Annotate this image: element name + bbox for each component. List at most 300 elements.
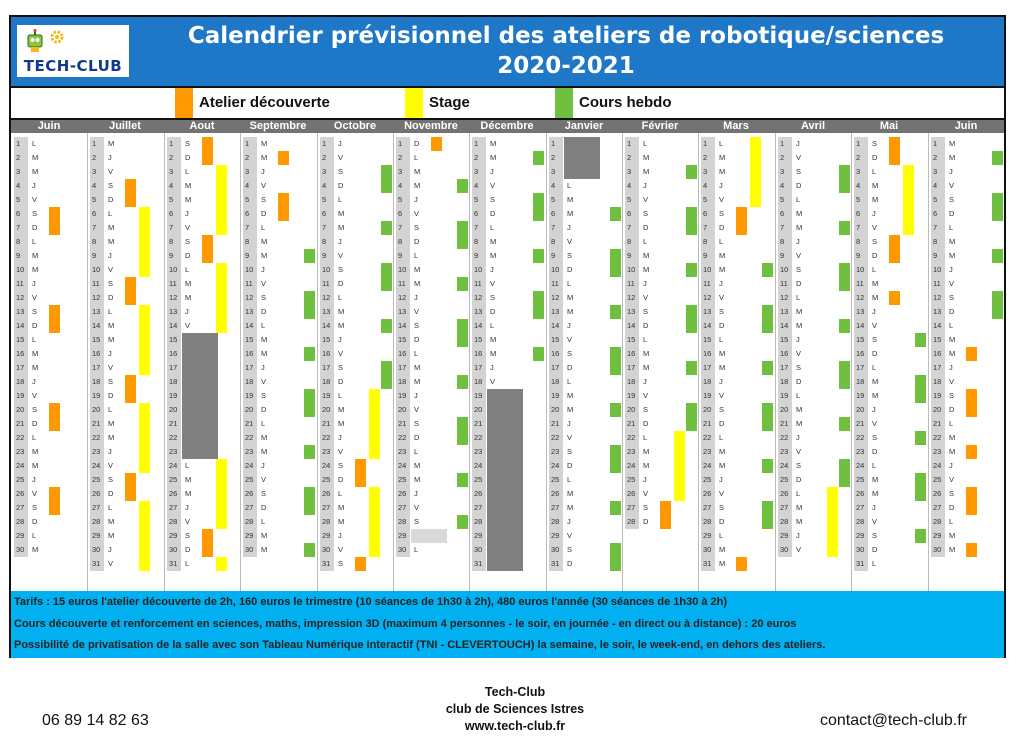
activity-mark-yellow xyxy=(139,501,150,515)
activity-mark-green xyxy=(915,375,926,389)
activity-mark-green xyxy=(457,515,468,529)
day-letter: L xyxy=(338,391,343,400)
day-letter: M xyxy=(490,349,497,358)
day-number: 17 xyxy=(472,361,486,375)
activity-mark-green xyxy=(992,291,1003,305)
activity-mark-yellow xyxy=(750,179,761,193)
day-number: 20 xyxy=(90,403,104,417)
day-letter: M xyxy=(338,307,345,316)
day-letter: S xyxy=(719,307,725,316)
day-letter: M xyxy=(108,139,115,148)
day-number: 23 xyxy=(472,445,486,459)
day-number: 20 xyxy=(472,403,486,417)
day-number: 6 xyxy=(854,207,868,221)
activity-mark-yellow xyxy=(827,515,838,529)
day-number: 7 xyxy=(243,221,257,235)
day-letter: S xyxy=(338,167,344,176)
day-letter: V xyxy=(719,293,725,302)
day-letter: L xyxy=(796,195,801,204)
day-number: 18 xyxy=(167,375,181,389)
day-number: 2 xyxy=(90,151,104,165)
day-letter: J xyxy=(32,279,36,288)
footer-website[interactable]: www.tech-club.fr xyxy=(464,719,566,733)
month-label: Octobre xyxy=(333,120,377,132)
day-letter: M xyxy=(261,447,268,456)
day-number: 21 xyxy=(243,417,257,431)
day-letter: S xyxy=(872,433,878,442)
day-letter: J xyxy=(643,377,647,386)
day-number: 14 xyxy=(931,319,945,333)
day-number: 13 xyxy=(931,305,945,319)
day-letter: L xyxy=(108,209,113,218)
activity-mark-green xyxy=(915,431,926,445)
day-number: 23 xyxy=(701,445,715,459)
day-number: 21 xyxy=(625,417,639,431)
day-number: 2 xyxy=(625,151,639,165)
day-number: 9 xyxy=(320,249,334,263)
activity-mark-green xyxy=(839,263,850,277)
day-number: 18 xyxy=(931,375,945,389)
day-letter: V xyxy=(872,517,878,526)
day-number: 13 xyxy=(396,305,410,319)
day-number: 22 xyxy=(243,431,257,445)
day-number: 28 xyxy=(625,515,639,529)
day-letter: S xyxy=(949,293,955,302)
day-letter: L xyxy=(490,223,495,232)
activity-mark-yellow xyxy=(139,361,150,375)
day-letter: J xyxy=(949,167,953,176)
day-letter: V xyxy=(32,391,38,400)
activity-mark-orange xyxy=(49,207,60,221)
activity-mark-orange xyxy=(355,557,366,571)
day-letter: L xyxy=(185,265,190,274)
day-number: 14 xyxy=(778,319,792,333)
day-number: 5 xyxy=(625,193,639,207)
activity-mark-green xyxy=(457,417,468,431)
activity-mark-yellow xyxy=(903,165,914,179)
day-letter: M xyxy=(719,447,726,456)
day-letter: M xyxy=(261,139,268,148)
day-letter: V xyxy=(567,531,573,540)
activity-mark-green xyxy=(839,165,850,179)
day-letter: D xyxy=(185,153,191,162)
day-letter: M xyxy=(32,167,39,176)
day-letter: M xyxy=(108,237,115,246)
day-number: 15 xyxy=(167,333,181,347)
day-number: 10 xyxy=(396,263,410,277)
activity-mark-orange xyxy=(966,501,977,515)
day-number: 25 xyxy=(778,473,792,487)
activity-mark-yellow xyxy=(216,207,227,221)
activity-mark-yellow xyxy=(139,403,150,417)
activity-mark-closed xyxy=(182,445,218,459)
day-letter: M xyxy=(338,405,345,414)
day-number: 15 xyxy=(243,333,257,347)
day-number: 18 xyxy=(549,375,563,389)
day-letter: S xyxy=(185,237,191,246)
day-letter: J xyxy=(108,349,112,358)
day-letter: D xyxy=(872,349,878,358)
activity-mark-light xyxy=(411,529,447,543)
activity-mark-orange xyxy=(278,207,289,221)
day-number: 4 xyxy=(701,179,715,193)
day-letter: M xyxy=(414,181,421,190)
day-number: 26 xyxy=(472,487,486,501)
footer-email[interactable]: contact@tech-club.fr xyxy=(820,712,967,729)
day-letter: L xyxy=(414,447,419,456)
activity-mark-orange xyxy=(966,403,977,417)
day-number: 27 xyxy=(854,501,868,515)
day-number: 20 xyxy=(854,403,868,417)
month-label: Juillet xyxy=(109,120,141,132)
month-separator xyxy=(87,133,88,591)
activity-mark-closed xyxy=(182,347,218,361)
day-number: 8 xyxy=(14,235,28,249)
day-number: 5 xyxy=(14,193,28,207)
day-letter: V xyxy=(338,153,344,162)
day-letter: V xyxy=(872,223,878,232)
day-number: 15 xyxy=(701,333,715,347)
day-letter: M xyxy=(643,461,650,470)
activity-mark-green xyxy=(992,305,1003,319)
month-separator xyxy=(393,133,394,591)
day-number: 13 xyxy=(14,305,28,319)
day-number: 22 xyxy=(472,431,486,445)
activity-mark-green xyxy=(381,165,392,179)
day-letter: V xyxy=(872,419,878,428)
day-letter: J xyxy=(719,279,723,288)
day-number: 28 xyxy=(396,515,410,529)
month-separator xyxy=(851,133,852,591)
day-number: 11 xyxy=(396,277,410,291)
day-letter: M xyxy=(567,195,574,204)
day-letter: L xyxy=(338,489,343,498)
day-letter: M xyxy=(414,377,421,386)
activity-mark-green xyxy=(915,473,926,487)
activity-mark-yellow xyxy=(827,543,838,557)
day-number: 5 xyxy=(167,193,181,207)
day-number: 18 xyxy=(90,375,104,389)
activity-mark-green xyxy=(381,277,392,291)
day-letter: M xyxy=(796,223,803,232)
day-number: 22 xyxy=(778,431,792,445)
day-letter: M xyxy=(872,391,879,400)
day-number: 18 xyxy=(625,375,639,389)
activity-mark-yellow xyxy=(139,249,150,263)
day-number: 26 xyxy=(854,487,868,501)
title-line-1: Calendrier prévisionnel des ateliers de robotique/sciences xyxy=(187,23,945,49)
day-number: 17 xyxy=(243,361,257,375)
day-number: 2 xyxy=(549,151,563,165)
day-number: 25 xyxy=(549,473,563,487)
day-number: 10 xyxy=(320,263,334,277)
day-letter: V xyxy=(414,503,420,512)
day-number: 25 xyxy=(167,473,181,487)
day-number: 26 xyxy=(931,487,945,501)
day-letter: L xyxy=(796,391,801,400)
day-number: 9 xyxy=(14,249,28,263)
day-letter: D xyxy=(338,377,344,386)
activity-mark-green xyxy=(610,249,621,263)
activity-mark-orange xyxy=(278,193,289,207)
activity-mark-yellow xyxy=(216,165,227,179)
day-number: 15 xyxy=(778,333,792,347)
day-letter: L xyxy=(108,405,113,414)
day-number: 8 xyxy=(854,235,868,249)
activity-mark-green xyxy=(304,543,315,557)
day-number: 24 xyxy=(243,459,257,473)
day-letter: L xyxy=(872,559,877,568)
day-number: 19 xyxy=(854,389,868,403)
activity-mark-green xyxy=(304,291,315,305)
info-panel xyxy=(11,591,1004,658)
tech-club-logo xyxy=(17,25,129,77)
day-letter: M xyxy=(949,153,956,162)
day-number: 18 xyxy=(243,375,257,389)
day-number: 9 xyxy=(90,249,104,263)
day-number: 15 xyxy=(549,333,563,347)
activity-mark-green xyxy=(839,375,850,389)
day-letter: V xyxy=(32,195,38,204)
day-number: 17 xyxy=(90,361,104,375)
day-number: 20 xyxy=(625,403,639,417)
activity-mark-yellow xyxy=(139,529,150,543)
day-number: 11 xyxy=(472,277,486,291)
day-number: 17 xyxy=(701,361,715,375)
day-letter: V xyxy=(32,489,38,498)
day-letter: V xyxy=(108,363,114,372)
day-number: 5 xyxy=(549,193,563,207)
day-letter: M xyxy=(796,307,803,316)
day-number: 10 xyxy=(625,263,639,277)
day-letter: D xyxy=(490,209,496,218)
day-number: 19 xyxy=(625,389,639,403)
day-letter: M xyxy=(185,475,192,484)
activity-mark-orange xyxy=(736,557,747,571)
activity-mark-closed xyxy=(487,403,523,417)
activity-mark-green xyxy=(610,347,621,361)
day-number: 9 xyxy=(243,249,257,263)
day-number: 18 xyxy=(14,375,28,389)
day-letter: D xyxy=(567,559,573,568)
day-letter: V xyxy=(796,153,802,162)
day-number: 15 xyxy=(931,333,945,347)
day-letter: M xyxy=(338,223,345,232)
activity-mark-green xyxy=(610,403,621,417)
day-number: 22 xyxy=(701,431,715,445)
day-number: 11 xyxy=(90,277,104,291)
activity-mark-green xyxy=(610,445,621,459)
day-number: 20 xyxy=(167,403,181,417)
day-letter: J xyxy=(490,265,494,274)
activity-mark-yellow xyxy=(216,487,227,501)
activity-mark-green xyxy=(762,319,773,333)
day-letter: S xyxy=(32,405,38,414)
activity-mark-yellow xyxy=(903,207,914,221)
activity-mark-orange xyxy=(966,347,977,361)
day-letter: L xyxy=(719,335,724,344)
footer-org-sub: club de Sciences Istres xyxy=(445,702,585,716)
activity-mark-orange xyxy=(966,543,977,557)
day-letter: M xyxy=(261,433,268,442)
day-letter: S xyxy=(414,223,420,232)
day-number: 26 xyxy=(14,487,28,501)
activity-mark-green xyxy=(686,221,697,235)
day-number: 4 xyxy=(854,179,868,193)
day-letter: D xyxy=(338,181,344,190)
day-number: 28 xyxy=(854,515,868,529)
day-number: 19 xyxy=(14,389,28,403)
day-number: 6 xyxy=(472,207,486,221)
activity-mark-orange xyxy=(125,473,136,487)
day-number: 23 xyxy=(243,445,257,459)
day-letter: S xyxy=(643,307,649,316)
activity-mark-yellow xyxy=(139,305,150,319)
activity-mark-orange xyxy=(49,501,60,515)
activity-mark-orange xyxy=(431,137,442,151)
day-number: 15 xyxy=(625,333,639,347)
day-letter: V xyxy=(796,545,802,554)
day-number: 20 xyxy=(320,403,334,417)
activity-mark-green xyxy=(992,193,1003,207)
day-number: 25 xyxy=(625,473,639,487)
activity-mark-green xyxy=(610,361,621,375)
activity-mark-yellow xyxy=(139,221,150,235)
day-letter: S xyxy=(261,293,267,302)
activity-mark-yellow xyxy=(139,263,150,277)
activity-mark-green xyxy=(457,431,468,445)
day-letter: S xyxy=(338,559,344,568)
activity-mark-green xyxy=(610,305,621,319)
day-number: 8 xyxy=(243,235,257,249)
day-number: 17 xyxy=(549,361,563,375)
day-letter: D xyxy=(490,307,496,316)
day-letter: M xyxy=(108,433,115,442)
day-number: 23 xyxy=(549,445,563,459)
day-number: 21 xyxy=(549,417,563,431)
day-letter: D xyxy=(643,419,649,428)
day-number: 10 xyxy=(14,263,28,277)
activity-mark-closed xyxy=(487,431,523,445)
day-letter: M xyxy=(872,489,879,498)
day-number: 6 xyxy=(549,207,563,221)
day-letter: D xyxy=(32,223,38,232)
day-letter: V xyxy=(796,447,802,456)
activity-mark-yellow xyxy=(903,193,914,207)
activity-mark-closed xyxy=(487,543,523,557)
day-number: 6 xyxy=(14,207,28,221)
day-number: 18 xyxy=(854,375,868,389)
activity-mark-yellow xyxy=(139,319,150,333)
day-number: 21 xyxy=(778,417,792,431)
activity-mark-green xyxy=(686,319,697,333)
activity-mark-orange xyxy=(202,137,213,151)
day-number: 10 xyxy=(472,263,486,277)
day-number: 3 xyxy=(931,165,945,179)
day-number: 4 xyxy=(549,179,563,193)
day-letter: L xyxy=(108,307,113,316)
day-letter: L xyxy=(796,489,801,498)
day-number: 4 xyxy=(625,179,639,193)
day-letter: D xyxy=(414,139,420,148)
day-letter: M xyxy=(949,545,956,554)
activity-mark-closed xyxy=(564,165,600,179)
day-number: 23 xyxy=(931,445,945,459)
day-letter: S xyxy=(185,139,191,148)
day-letter: J xyxy=(261,461,265,470)
day-number: 14 xyxy=(243,319,257,333)
day-number: 29 xyxy=(320,529,334,543)
activity-mark-yellow xyxy=(369,529,380,543)
day-number: 9 xyxy=(625,249,639,263)
day-letter: J xyxy=(108,545,112,554)
day-number: 3 xyxy=(778,165,792,179)
calendar-grid xyxy=(11,133,1004,591)
day-number: 19 xyxy=(396,389,410,403)
legend-label: Stage xyxy=(429,94,470,111)
day-letter: M xyxy=(949,349,956,358)
day-letter: M xyxy=(32,461,39,470)
activity-mark-green xyxy=(992,207,1003,221)
day-number: 22 xyxy=(167,431,181,445)
day-letter: M xyxy=(949,139,956,148)
day-number: 27 xyxy=(90,501,104,515)
activity-mark-green xyxy=(915,529,926,543)
day-letter: D xyxy=(796,475,802,484)
day-number: 17 xyxy=(167,361,181,375)
activity-mark-yellow xyxy=(139,347,150,361)
day-number: 13 xyxy=(778,305,792,319)
day-number: 16 xyxy=(243,347,257,361)
day-number: 16 xyxy=(90,347,104,361)
day-letter: M xyxy=(108,419,115,428)
day-letter: M xyxy=(261,531,268,540)
day-letter: S xyxy=(643,405,649,414)
day-number: 21 xyxy=(14,417,28,431)
day-letter: S xyxy=(414,517,420,526)
day-letter: M xyxy=(338,517,345,526)
day-letter: J xyxy=(567,517,571,526)
activity-mark-yellow xyxy=(750,193,761,207)
day-number: 10 xyxy=(701,263,715,277)
month-separator xyxy=(469,133,470,591)
day-letter: S xyxy=(490,195,496,204)
day-letter: S xyxy=(567,349,573,358)
info-cours: Cours découverte et renforcement en sciences, maths, impression 3D (maximum 4 personnes - le soir, en journée - en direct ou à distance) : 20 euros xyxy=(14,618,797,630)
day-number: 9 xyxy=(931,249,945,263)
activity-mark-yellow xyxy=(216,221,227,235)
day-letter: M xyxy=(719,153,726,162)
day-letter: L xyxy=(949,321,954,330)
day-letter: V xyxy=(949,377,955,386)
activity-mark-orange xyxy=(202,249,213,263)
day-number: 19 xyxy=(90,389,104,403)
month-label: Septembre xyxy=(249,120,307,132)
day-number: 29 xyxy=(396,529,410,543)
day-letter: M xyxy=(185,293,192,302)
day-letter: V xyxy=(338,251,344,260)
day-number: 12 xyxy=(396,291,410,305)
day-number: 23 xyxy=(90,445,104,459)
activity-mark-yellow xyxy=(139,417,150,431)
day-letter: D xyxy=(261,209,267,218)
activity-mark-green xyxy=(457,277,468,291)
day-number: 16 xyxy=(14,347,28,361)
day-letter: L xyxy=(872,265,877,274)
day-number: 19 xyxy=(320,389,334,403)
day-number: 17 xyxy=(854,361,868,375)
day-letter: S xyxy=(32,503,38,512)
